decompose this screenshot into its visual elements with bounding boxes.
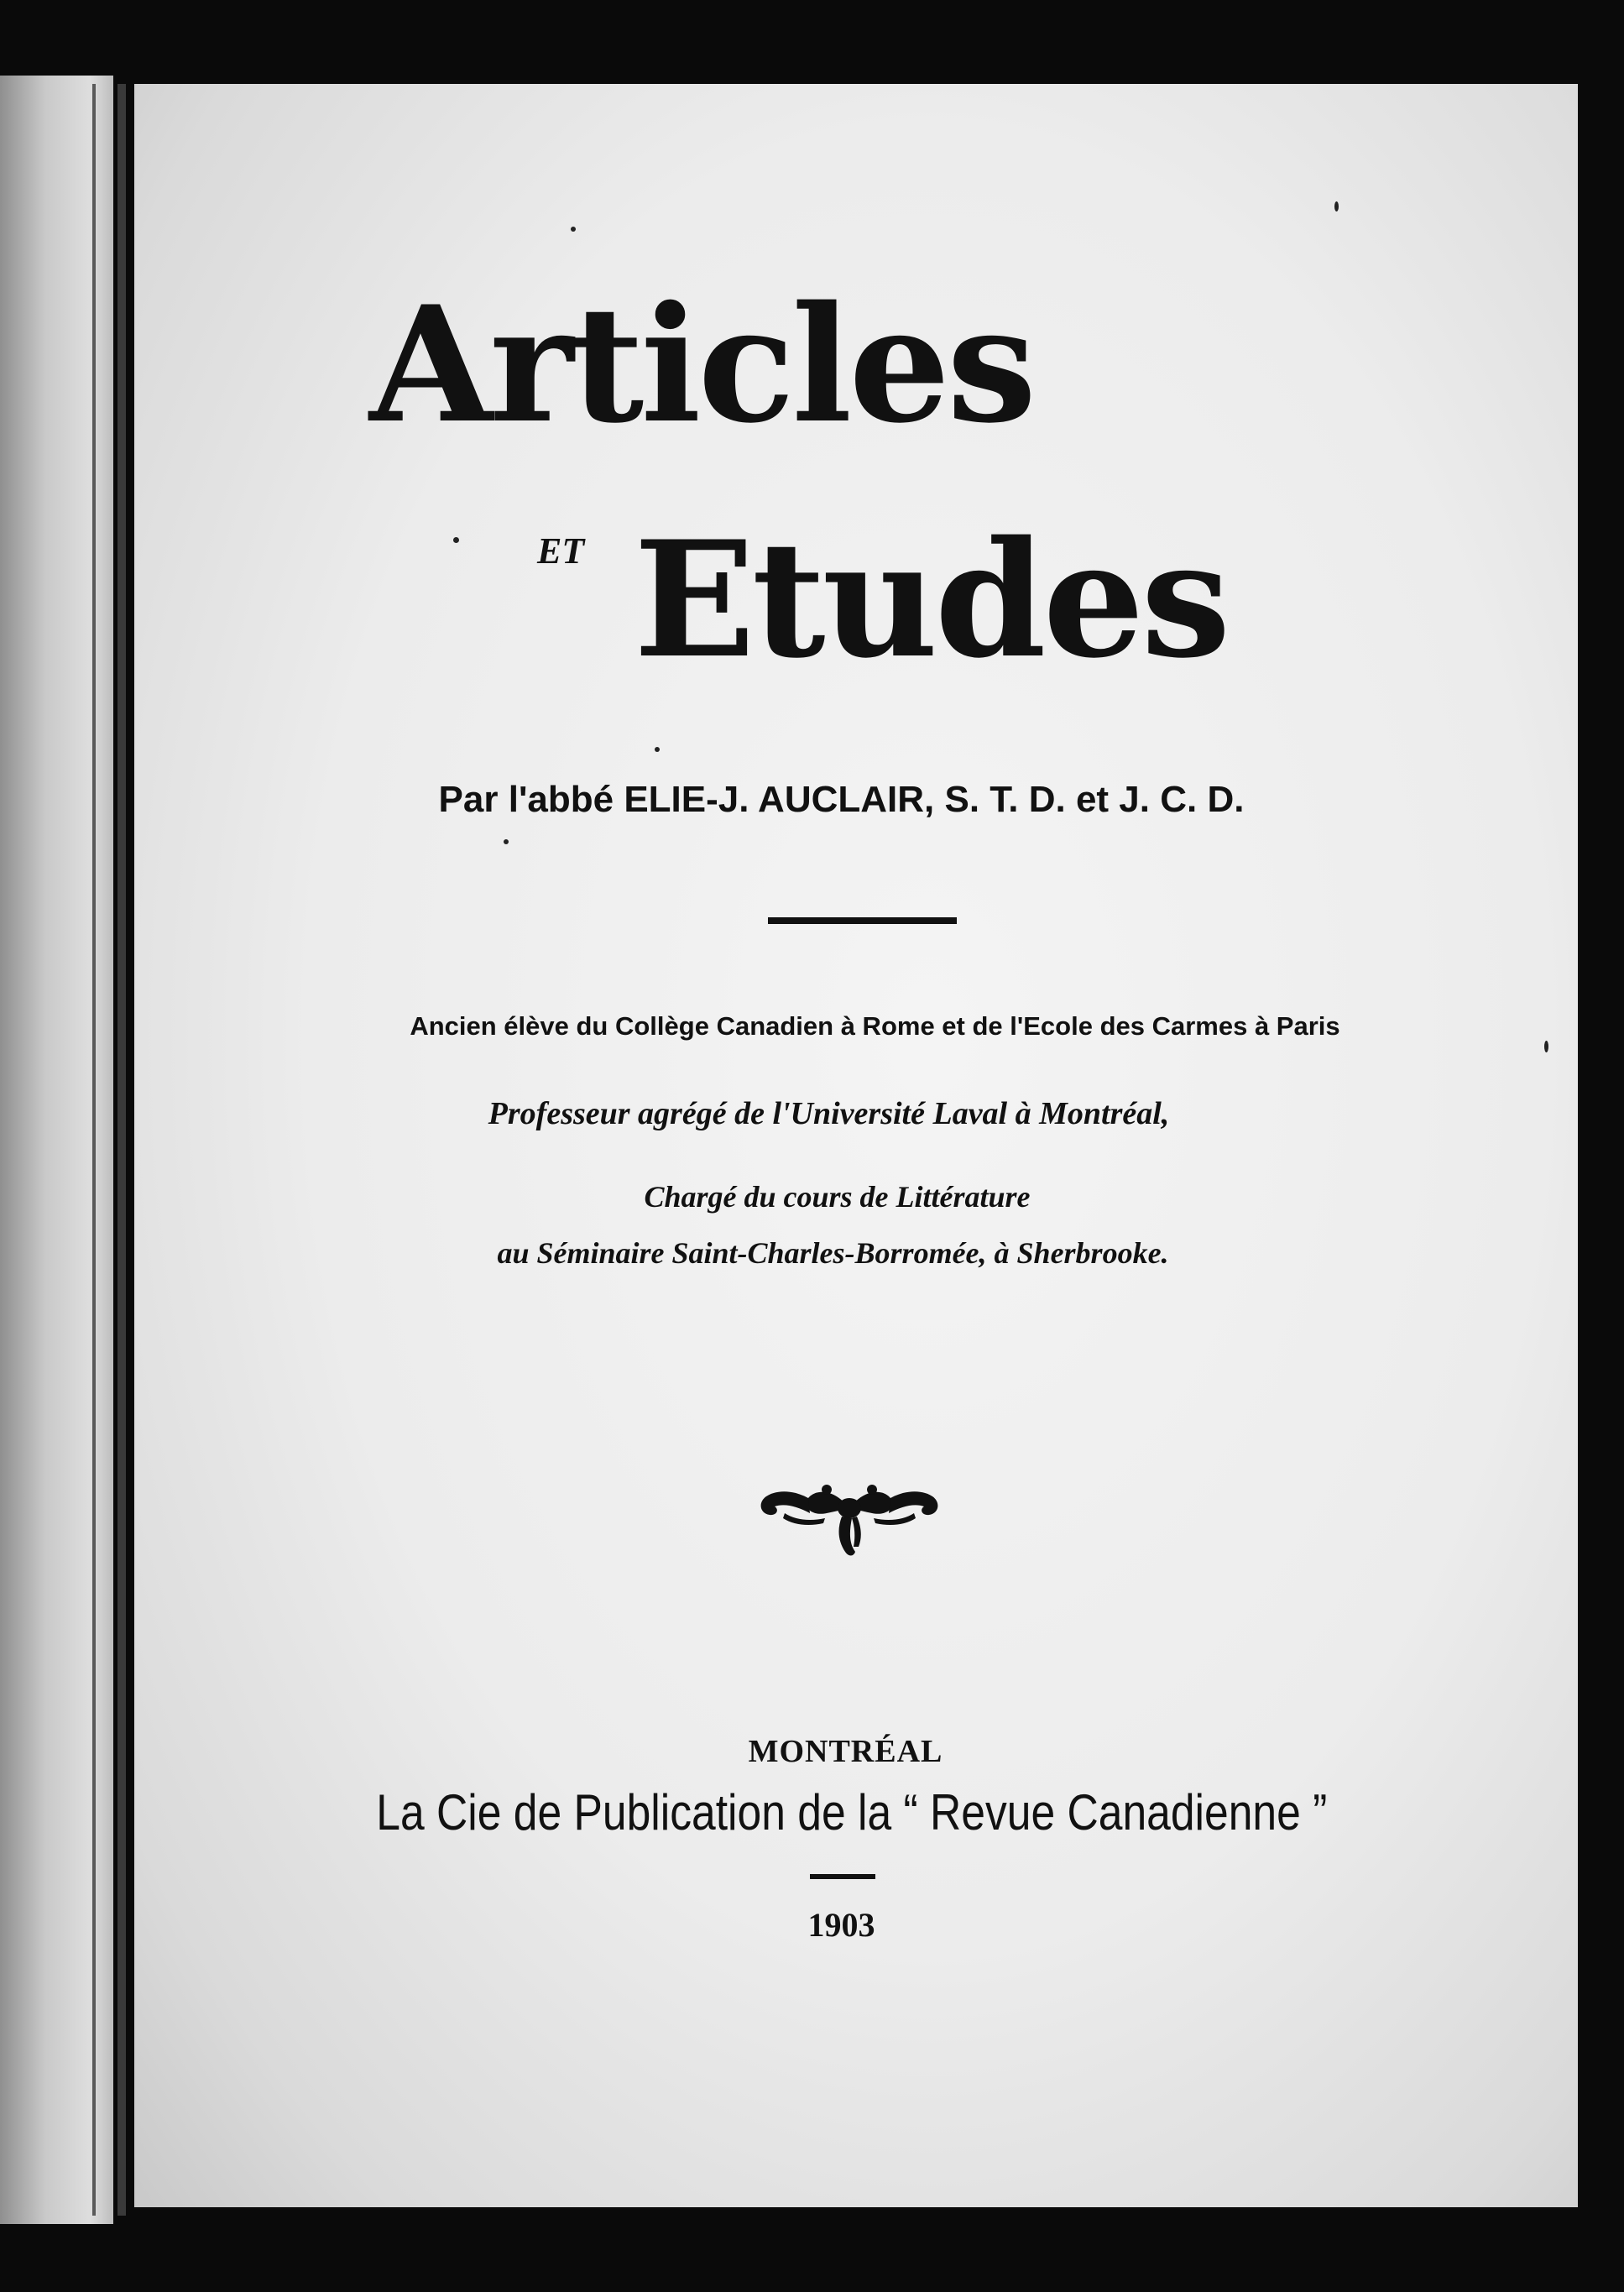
- title-etudes: Etudes: [634, 506, 1228, 693]
- imprint-divider: [810, 1874, 875, 1879]
- imprint-city: MONTRÉAL: [748, 1734, 943, 1769]
- title-divider: [768, 917, 957, 924]
- page-spine: [117, 84, 126, 2216]
- imprint-year: 1903: [807, 1906, 875, 1944]
- dust-speck: [504, 839, 509, 844]
- credential-line: Ancien élève du Collège Canadien à Rome et de l'Ecole des Carmes à Paris: [410, 1011, 1340, 1041]
- dust-speck: [655, 747, 660, 752]
- facing-page-edge: [0, 76, 113, 2224]
- title-connector: ET: [537, 530, 585, 572]
- dust-speck: [571, 227, 576, 232]
- author-line: Par l'abbé ELIE-J. AUCLAIR, S. T. D. et J. C. D.: [438, 779, 1245, 820]
- credential-line: Professeur agrégé de l'Université Laval à Montréal,: [488, 1096, 1170, 1131]
- imprint-publisher: La Cie de Publication de la “ Revue Canadienne ”: [376, 1784, 1328, 1840]
- dust-speck: [1334, 201, 1339, 211]
- binding-thread: [92, 84, 96, 2216]
- credential-line: au Séminaire Saint-Charles-Borromée, à Sherbrooke.: [497, 1236, 1169, 1270]
- title-articles: Articles: [369, 271, 1034, 458]
- floral-bow-ornament-icon: [751, 1464, 948, 1561]
- dust-speck: [1544, 1041, 1548, 1052]
- dust-speck: [453, 537, 459, 543]
- credential-line: Chargé du cours de Littérature: [644, 1180, 1031, 1214]
